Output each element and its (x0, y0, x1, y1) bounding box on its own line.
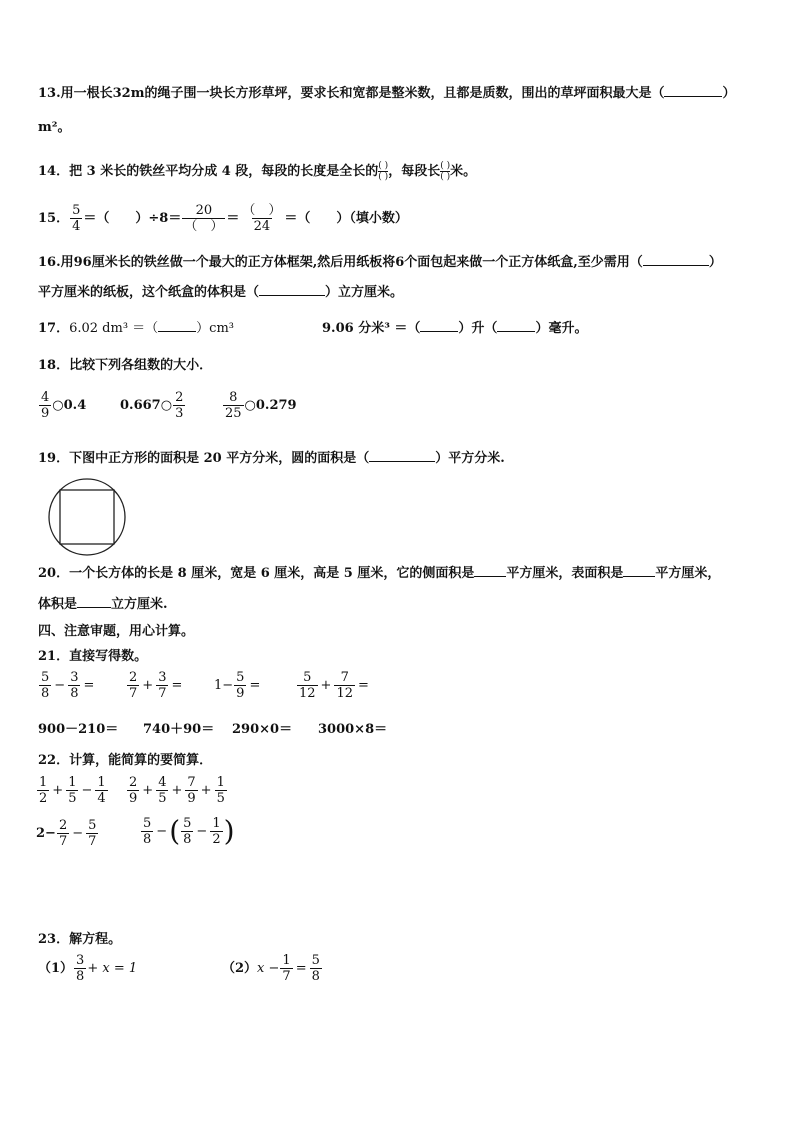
q14-text-a: 14．把 3 米长的铁丝平均分成 4 段，每段的长度是全长的 (38, 164, 379, 179)
q16-tail: ） (708, 255, 722, 270)
q23-equation-1[interactable] (38, 953, 137, 984)
q22-expr-4[interactable] (140, 816, 235, 847)
q18-i1-den: 9 (41, 406, 50, 421)
q14-frac2-den: ( ) (440, 172, 451, 182)
q21-e3-eq: = (249, 678, 261, 693)
q23-p2-den1: 7 (282, 969, 291, 984)
q21-e2-f1 (127, 670, 139, 701)
q20-blank-surface[interactable] (623, 564, 655, 577)
q22-expr-3[interactable] (36, 818, 99, 849)
q18-i2-num: 2 (175, 390, 184, 405)
q20-text-2b: 立方厘米. (111, 597, 168, 612)
q17-text-d: ）升（ (458, 321, 498, 336)
q22-e3-minus: − (72, 826, 84, 841)
q22-e4-f1 (141, 816, 153, 847)
q21-e2-eq: = (171, 678, 183, 693)
q22-e4-lparen: ( (169, 814, 181, 848)
q21-e2-d1: 7 (129, 686, 138, 701)
q21-e4-n2: 7 (340, 670, 349, 685)
q22-e2-a: 2 (129, 775, 138, 790)
q22-e4-c: 1 (212, 816, 221, 831)
q14-fraction-blank[interactable] (378, 161, 388, 182)
q22-expr-1[interactable] (36, 775, 109, 806)
question-19 (38, 447, 505, 466)
q22-e3-f1 (57, 818, 69, 849)
q15-f3-num: （ ） (242, 203, 282, 218)
q21-title: 21．直接写得数。 (38, 649, 148, 664)
q21-e4-op: + (320, 678, 332, 693)
q15-f1-num: 5 (72, 203, 81, 218)
q22-e2-cd: 9 (187, 791, 196, 806)
q17-blank-ml[interactable] (497, 319, 535, 332)
q23-p1-den: 8 (76, 969, 85, 984)
q20-text-2a: 体积是 (38, 597, 78, 612)
q16-text-2a: 平方厘米的纸板，这个纸盒的体积是（ (38, 285, 260, 300)
q21-e4-f1 (297, 670, 318, 701)
q22-e1-cd: 4 (97, 791, 106, 806)
q22-e4-ad: 8 (143, 832, 152, 847)
q18-i2-den: 3 (175, 406, 184, 421)
q22-e2-f2 (156, 775, 168, 806)
q22-e4-rparen: ) (223, 814, 235, 848)
q22-e1-f3 (95, 775, 107, 806)
q21-expr-3[interactable] (214, 670, 262, 701)
q16-text-1: 16.用96厘米长的铁丝做一个最大的正方体框架,然后用纸板将6个面包起来做一个正方体纸盒,至少需用（ (38, 255, 643, 270)
q18-i1-frac (39, 390, 51, 421)
q18-title: 18．比较下列各组数的大小． (38, 358, 213, 373)
q18-i2-pre: 0.667○ (120, 398, 173, 413)
q22-e3-bd: 7 (88, 834, 97, 849)
q13-text: 13.用一根长32m的绳子围一块长方形草坪，要求长和宽都是整米数，且都是质数，围出的草坪面积最大是（ (38, 86, 665, 101)
q23-p2-pre: x − (257, 961, 280, 976)
q22-e1-ad: 2 (39, 791, 48, 806)
q21-e2-f2 (156, 670, 168, 701)
q22-e2-bd: 5 (158, 791, 167, 806)
q21-e1-d1: 8 (41, 686, 50, 701)
q15-eq3[interactable]: ＝（ ）（填小数） (284, 211, 408, 226)
q22-e1-c: 1 (97, 775, 106, 790)
q22-e2-d: 1 (216, 775, 225, 790)
q15-fraction-1 (70, 203, 82, 234)
question-15 (38, 203, 408, 234)
q18-i1-rest: ○0.4 (52, 398, 87, 413)
q22-e1-minus: − (81, 783, 93, 798)
q18-i3-den: 25 (225, 406, 242, 421)
q21-e3-pre: 1− (214, 678, 234, 693)
q17-blank-liter[interactable] (420, 319, 458, 332)
q14-fraction-blank-2[interactable] (440, 161, 450, 182)
question-16-line-1 (38, 251, 722, 270)
q21-e1-op: − (54, 678, 66, 693)
q22-e3-f2 (86, 818, 98, 849)
q22-e4-bd: 8 (183, 832, 192, 847)
q14-frac-den: ( ) (378, 172, 389, 182)
q21-e2-op: + (142, 678, 154, 693)
q21-e2-d2: 7 (158, 686, 167, 701)
q23-p1-num: 3 (76, 953, 85, 968)
q21-e1-n2: 3 (70, 670, 79, 685)
q23-p1-label: （1） (38, 961, 74, 976)
q18-item-1[interactable] (38, 390, 86, 421)
q20-text-1c: 平方厘米， (655, 566, 721, 581)
q22-e2-plus-1: + (142, 783, 154, 798)
q21-e1-f2 (68, 670, 80, 701)
q17-text-a: 6.02 dm³ ＝（ (69, 321, 159, 336)
q13-tail: ） (722, 86, 736, 101)
q15-f2-num: 20 (195, 203, 213, 218)
q22-e1-bd: 5 (68, 791, 77, 806)
q21-e4-d1: 12 (299, 686, 316, 701)
question-16-line-2 (38, 281, 403, 300)
q22-e3-a: 2 (58, 818, 68, 833)
question-17-part-2 (322, 317, 587, 336)
q22-e2-plus-2: + (171, 783, 183, 798)
q21-e3-d2: 9 (236, 686, 245, 701)
q21-e3-f2 (234, 670, 246, 701)
q21-expr-1[interactable] (38, 670, 96, 701)
q18-i3-frac (223, 390, 244, 421)
q16-text-2b: ）立方厘米。 (325, 285, 404, 300)
q21-e4-d2: 12 (336, 686, 353, 701)
q18-i3-num: 8 (229, 390, 238, 405)
q21-e4-eq: = (358, 678, 369, 693)
q21-expr-2[interactable] (126, 670, 184, 701)
q15-eq1[interactable]: ＝（ ）÷8＝ (83, 211, 182, 226)
q22-e2-c: 7 (187, 775, 196, 790)
q22-e2-f4 (215, 775, 227, 806)
q22-e1-b: 1 (68, 775, 77, 790)
q21-row2-expr-3[interactable]: 290×0＝ (232, 722, 293, 737)
q21-e4-f2 (334, 670, 355, 701)
q14-text-c: 米。 (450, 164, 477, 179)
q19-blank[interactable] (369, 449, 435, 462)
q18-i1-num: 4 (41, 390, 50, 405)
q22-e2-plus-3: + (200, 783, 212, 798)
q18-item-3[interactable] (222, 390, 297, 421)
q15-f3-den: 24 (253, 219, 271, 234)
q22-e3-ad: 7 (58, 834, 68, 849)
q20-blank-lateral[interactable] (474, 564, 506, 577)
q15-f1-den: 4 (72, 219, 81, 234)
q16-blank-volume[interactable] (259, 283, 325, 296)
question-14 (38, 160, 476, 182)
q22-e1-plus: + (52, 783, 64, 798)
q21-e4-n1: 5 (303, 670, 312, 685)
q22-e1-f2 (66, 775, 78, 806)
q21-row2-expr-4[interactable]: 3000×8＝ (318, 722, 388, 737)
q23-p2-num1: 1 (282, 953, 291, 968)
q21-e1-d2: 8 (70, 686, 79, 701)
q23-p2-den2: 8 (311, 969, 320, 984)
q20-blank-volume[interactable] (77, 595, 111, 608)
q22-e4-cd: 2 (212, 832, 221, 847)
question-20-line-2 (38, 593, 168, 612)
q22-e1-a: 1 (39, 775, 48, 790)
q15-fraction-3[interactable] (240, 203, 283, 234)
q22-e4-f3 (210, 816, 222, 847)
q17-label: 17． (38, 321, 70, 336)
question-17 (38, 317, 234, 336)
q22-e2-ad: 9 (129, 791, 138, 806)
q22-e2-b: 4 (158, 775, 167, 790)
q13-unit: m²。 (38, 120, 71, 135)
q23-title: 23．解方程。 (38, 932, 122, 947)
q23-p1-rest: + x = 1 (87, 961, 138, 976)
q16-blank-area[interactable] (643, 253, 709, 266)
q22-e3-b: 5 (88, 818, 97, 833)
q21-e2-n2: 3 (158, 670, 167, 685)
q20-text-1a: 20．一个长方体的长是 8 厘米，宽是 6 厘米，高是 5 厘米，它的侧面积是 (38, 566, 475, 581)
q20-text-1b: 平方厘米，表面积是 (506, 566, 624, 581)
q17-text-e: ）毫升。 (535, 321, 588, 336)
q14-frac-num: ( ) (378, 161, 389, 171)
q23-p2-frac-2 (310, 953, 322, 984)
q21-e1-eq: = (83, 678, 95, 693)
q23-p2-frac-1 (280, 953, 292, 984)
q21-expr-4[interactable] (296, 670, 371, 701)
q22-e2-dd: 5 (216, 791, 225, 806)
q18-item-2[interactable] (120, 390, 186, 421)
section-4-heading: 四、注意审题，用心计算。 (38, 624, 195, 639)
q22-e4-minus-2: − (196, 824, 208, 839)
q22-expr-2[interactable] (126, 775, 228, 806)
q15-fraction-2[interactable] (182, 203, 225, 234)
q17-text-c: 9.06 分米³ ＝（ (322, 321, 421, 336)
q18-i2-frac (173, 390, 185, 421)
q21-e3-n2: 5 (236, 670, 245, 685)
q22-e4-b: 5 (183, 816, 192, 831)
question-20-line-1 (38, 562, 720, 581)
q22-e3-pre: 2− (36, 826, 56, 841)
q14-text-b: ，每段长 (388, 164, 441, 179)
q23-p2-label: （2） (222, 961, 258, 976)
q15-label: 15． (38, 211, 70, 226)
q21-e1-n1: 5 (41, 670, 50, 685)
q22-e4-minus-1: − (156, 824, 168, 839)
q23-p1-frac (74, 953, 86, 984)
q22-title: 22．计算，能简算的要简算． (38, 753, 213, 768)
q15-eq2: ＝ (226, 211, 240, 226)
q21-row2-expr-1[interactable]: 900－210＝ (38, 722, 119, 737)
question-13 (38, 82, 735, 101)
q18-i3-rest: ○0.279 (244, 398, 297, 413)
q23-p2-eq: = (295, 961, 307, 976)
q21-e2-n1: 2 (129, 670, 138, 685)
q22-e2-f3 (185, 775, 197, 806)
circle-square-figure (46, 476, 128, 558)
q15-f2-den: （ ） (184, 219, 224, 234)
q21-e1-f1 (39, 670, 51, 701)
q22-e2-f1 (127, 775, 139, 806)
q22-e1-f1 (37, 775, 49, 806)
q19-text-b: ）平方分米. (435, 451, 505, 466)
q23-p2-num2: 5 (311, 953, 320, 968)
q17-blank-cm3[interactable] (158, 319, 196, 332)
q14-frac2-num: ( ) (440, 161, 451, 171)
q22-e4-f2 (181, 816, 193, 847)
q19-text-a: 19．下图中正方形的面积是 20 平方分米，圆的面积是（ (38, 451, 370, 466)
q23-equation-2[interactable] (222, 953, 323, 984)
q13-blank[interactable] (664, 84, 722, 97)
q21-row2-expr-2[interactable]: 740＋90＝ (143, 722, 215, 737)
q17-text-b: ）cm³ (196, 321, 234, 336)
q22-e4-a: 5 (143, 816, 152, 831)
